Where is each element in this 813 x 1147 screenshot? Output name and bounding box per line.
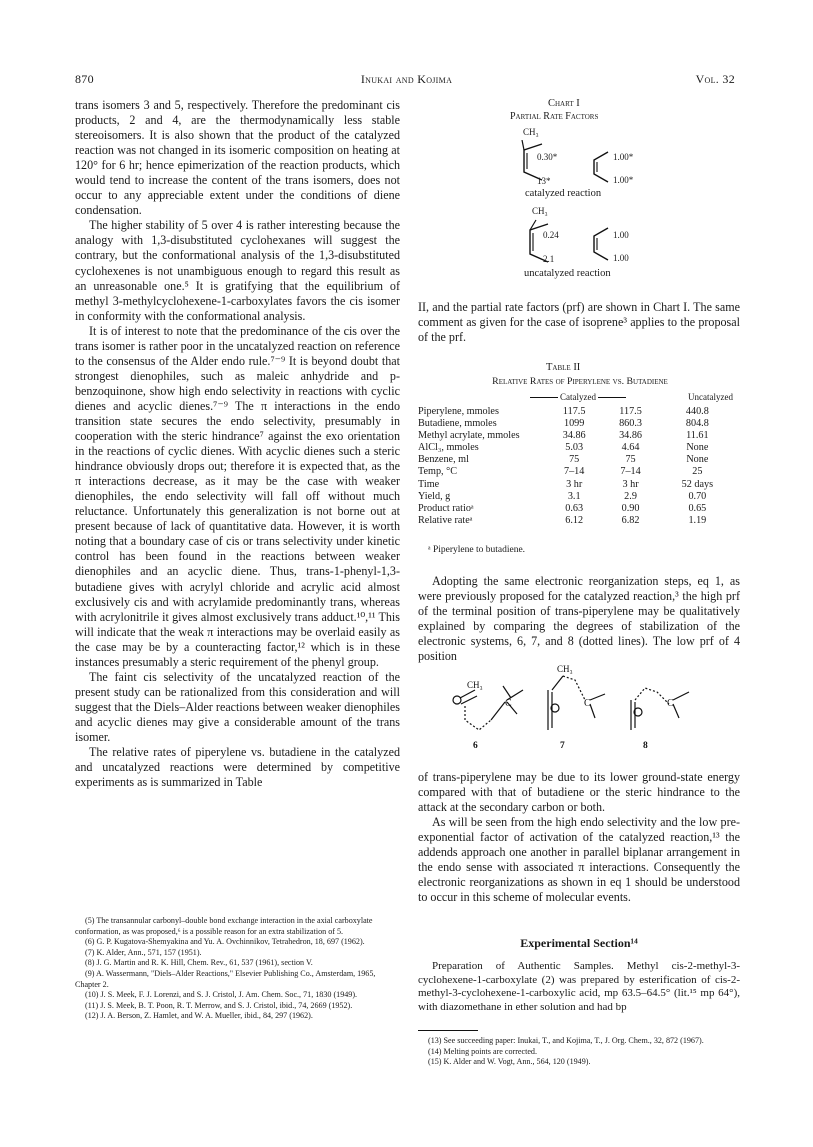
catalyzed-run-1: 5.03 — [565, 442, 584, 454]
ch3-label: CH₃ — [523, 127, 539, 137]
footnote: (7) K. Alder, Ann., 571, 157 (1951). — [85, 947, 202, 957]
row-label: Relative rateᵃ — [418, 514, 473, 526]
catalyzed-run-1: 3.1 — [567, 490, 581, 502]
uncatalyzed-header: Uncatalyzed — [688, 392, 733, 402]
footnote: (13) See succeeding paper: Inukai, T., and Kojima, T., J. Org. Chem., 32, 872 (1967). — [428, 1036, 704, 1045]
paragraph: The relative rates of piperylene vs. butadiene in the catalyzed and uncatalyzed reactions were determined by competitive experiments as is summarized in Table — [75, 745, 400, 790]
right-paragraph-4 — [418, 960, 740, 1014]
row-label: Temp, °C — [418, 466, 458, 478]
table-row — [418, 503, 736, 515]
rates-table — [418, 406, 736, 527]
catalyzed-run-2: 34.86 — [619, 430, 642, 442]
prf-value: 0.30* — [537, 152, 558, 162]
uncatalyzed-value: 440.8 — [685, 406, 709, 417]
catalyzed-run-2: 3 hr — [622, 478, 639, 490]
row-label: Time — [418, 478, 440, 490]
prf-value: 1.00 — [613, 253, 629, 263]
uncatalyzed-value: 11.61 — [686, 430, 709, 442]
ch3-label: CH₃ — [557, 664, 573, 674]
row-label: Butadiene, mmoles — [418, 418, 497, 430]
footnote: (6) G. P. Kugatova-Shemyakina and Yu. A. Ovchinnikov, Tetrahedron, 18, 697 (1962). — [85, 937, 365, 947]
table-footnote: ᵃ Piperylene to butadiene. — [428, 545, 526, 555]
catalyzed-run-1: 7–14 — [563, 466, 585, 478]
paragraph: It is of interest to note that the predominance of the cis over the trans isomer is rather poor in the uncatalyzed reaction on reference to the consensus of the Alder endo rule.⁷⁻⁹ It is beyond doubt that strongest dienophiles, such as maleic anhydride and p-benzoquinone, show high endo selectivity in reactions with cyclic dienes and acyclic dienes.⁷⁻⁹ The π interactions in the endo transition state secures the endo selectivity, presumably in cooperation with the steric hindrance⁷ against the exo orientation in the reactions of cyclic dienes. With acyclic dienes such a steric hindrance obviously drops out; therefore it is expected that, as the π interactions decrease, as it may be the case with weaker dienophiles, the endo selectivity will fall off without much reluctance. Unfortunately this generalization is not borne out at present because of lack of quantitative data. However, it is worth noting that a boundary case of cis or trans selectivity under kinetic control has been found in the reactions between weaker dienophiles and an acyclic diene. Thus, trans-1-phenyl-1,3-butadiene gives with acrylyl chloride and acrylic acid almost exclusively cis and with acrylamide predominantly trans, whereas with acrylonitrile it gives almost exclusively trans adduct.¹⁰,¹¹ This will indicate that the weak π interactions may be overlaid easily as the case may be by a counteracting factor,¹² which is in these instances presumably a steric requirement of the phenyl group. — [75, 323, 400, 669]
table-row — [418, 406, 736, 418]
running-head-authors: Inukai and Kojima — [360, 72, 453, 86]
structure-6-label: 6 — [473, 741, 478, 750]
catalyzed-group-header — [508, 392, 648, 402]
catalyzed-run-2: 2.9 — [624, 490, 637, 502]
paragraph: As will be seen from the high endo selectivity and the low pre-exponential factor of activation of the catalyzed reaction,¹³ the addends approach one another in parallel biplanar arrangement in the endo sense with associated π interactions. Consequently the electronic reorganizations as shown in eq 1 should be understood to occur in this scheme of molecular events. — [418, 815, 740, 905]
prf-value: 1.00 — [613, 230, 629, 240]
catalyzed-run-2: 4.64 — [621, 442, 640, 454]
catalyzed-run-2: 0.90 — [621, 502, 640, 514]
prf-value: 1.00* — [613, 152, 634, 162]
uncatalyzed-value: None — [686, 442, 709, 454]
catalyzed-run-1: 6.12 — [565, 514, 584, 526]
catalyzed-run-1: 34.86 — [562, 430, 586, 442]
prf-value: 13* — [537, 176, 551, 186]
left-footnotes — [75, 916, 400, 1022]
ch3-label: CH₃ — [467, 680, 483, 690]
right-paragraph-1 — [418, 300, 740, 345]
catalyzed-run-1: 0.63 — [565, 502, 584, 514]
page-number: 870 — [75, 72, 94, 86]
uncatalyzed-value: 0.65 — [688, 502, 707, 514]
table-row — [418, 418, 736, 430]
footnote: (5) The transannular carbonyl–double bond exchange interaction in the axial carboxylate conformation, as was proposed,⁶ is a possible reason for an extra stabilization of 5. — [75, 916, 373, 936]
row-label: AlCl₃, mmoles — [418, 442, 479, 454]
paragraph: Preparation of Authentic Samples. Methyl cis-2-methyl-3-cyclohexene-1-carboxylate (2) was prepared by esterification of cis-2-methyl-3-cyclohexene-1-carboxylic acid, mp 63.5–64.5° (lit.¹⁵ mp 64°), with diazomethane in ether solution and had bp — [418, 960, 740, 1013]
footnote: (15) K. Alder and W. Vogt, Ann., 564, 120 (1949). — [428, 1057, 591, 1067]
paragraph: II, and the partial rate factors (prf) are shown in Chart I. The same comment as given for the case of isoprene³ applies to the proposal of the prf. — [418, 300, 740, 345]
prf-value: 1.00* — [613, 175, 634, 185]
left-column — [75, 98, 400, 790]
paragraph: trans isomers 3 and 5, respectively. Therefore the predominant cis products, 2 and 4, are the thermodynamically less stable stereoisomers. It is also shown that the product of the catalyzed reaction was not changed in its isomeric composition on heating at 120° for 6 hr; hence epimerization of the reaction products, which would tend to increase the content of the trans isomers, does not occur to any appreciable extent under the conditions of diene condensation. — [75, 98, 400, 218]
row-label: Yield, g — [418, 490, 451, 502]
table-row — [418, 454, 736, 466]
catalyzed-run-1: 117.5 — [562, 406, 586, 417]
paragraph: The higher stability of 5 over 4 is rather interesting because the analogy with 1,3-disubstituted cyclohexanes will suggest the contrary, but the conformational analysis of the 1,3-disubstituted cyclohexenes is not unambiguous enough to regard this result as an unreasonable one.⁵ It is gratifying that the equilibrium of methyl 3-methylcyclohexene-1-carboxylates favors the cis isomer in conformity with the conformational analysis. — [75, 218, 400, 323]
footnote: (9) A. Wassermann, "Diels–Alder Reactions," Elsevier Publishing Co., Amsterdam, 1965, Chapter 2. — [75, 968, 376, 989]
uncatalyzed-value: 52 days — [681, 478, 714, 490]
right-paragraph-3 — [418, 770, 740, 905]
prf-value: 0.24 — [543, 230, 559, 240]
uncatalyzed-value: 804.8 — [685, 418, 709, 430]
table-row — [418, 466, 736, 478]
catalyzed-run-2: 117.5 — [619, 406, 642, 417]
paragraph: of trans-piperylene may be due to its lower ground-state energy compared with that of butadiene or the steric hindrance to the attack at the secondary carbon or both. — [418, 770, 740, 815]
chart-title: Chart I — [548, 98, 580, 109]
catalyzed-run-1: 1099 — [563, 418, 585, 430]
footnote-rule — [418, 1030, 478, 1031]
table-row — [418, 491, 736, 503]
row-label: Product ratioᵃ — [418, 502, 474, 514]
table-subtitle: Relative Rates of Piperylene vs. Butadiene — [492, 376, 668, 387]
right-footnotes — [418, 1036, 740, 1068]
structures-6-7-8 — [445, 660, 705, 750]
table-row — [418, 515, 736, 527]
footnote: (12) J. A. Berson, Z. Hamlet, and W. A. Mueller, ibid., 84, 297 (1962). — [85, 1011, 313, 1021]
table-title: Table II — [546, 362, 581, 373]
footnote: (14) Melting points are corrected. — [428, 1046, 538, 1056]
footnote: (11) J. S. Meek, B. T. Poon, R. T. Merrow, and S. J. Cristol, ibid., 74, 2669 (1952). — [85, 1000, 353, 1010]
catalyzed-run-2: 7–14 — [620, 466, 641, 478]
prf-value: 2.1 — [543, 254, 555, 264]
catalyzed-run-2: 860.3 — [619, 418, 642, 430]
right-paragraph-2 — [418, 574, 740, 664]
table-row — [418, 430, 736, 442]
catalyzed-run-2: 75 — [625, 454, 636, 466]
catalyzed-header: Catalyzed — [560, 392, 596, 402]
row-label: Piperylene, mmoles — [418, 406, 499, 417]
carbon-label: C — [505, 698, 512, 709]
running-head-volume: Vol. 32 — [695, 72, 735, 86]
uncatalyzed-value: 1.19 — [688, 514, 707, 526]
uncatalyzed-reaction-label: uncatalyzed reaction — [524, 268, 611, 279]
uncatalyzed-value: 25 — [692, 466, 703, 478]
catalyzed-reaction-label: catalyzed reaction — [525, 188, 602, 199]
footnote: (8) J. G. Martin and R. K. Hill, Chem. Rev., 61, 537 (1961), section V. — [85, 958, 313, 968]
rule — [598, 397, 626, 398]
carbon-label: C — [667, 698, 674, 709]
carbon-label: C — [584, 698, 591, 709]
catalyzed-run-2: 6.82 — [621, 514, 640, 526]
structure-7-label: 7 — [560, 741, 565, 750]
rule — [530, 397, 558, 398]
uncatalyzed-value: None — [686, 454, 709, 466]
catalyzed-run-1: 3 hr — [566, 478, 583, 490]
table-row — [418, 442, 736, 454]
table-row — [418, 479, 736, 491]
section-heading: Experimental Section¹⁴ — [520, 936, 638, 950]
ch3-label: CH₃ — [532, 206, 548, 216]
chart-subtitle: Partial Rate Factors — [510, 111, 599, 122]
uncatalyzed-value: 0.70 — [688, 490, 707, 502]
structure-8-label: 8 — [643, 741, 648, 750]
paragraph: The faint cis selectivity of the uncatalyzed reaction of the present study can be rationalized from this consideration and will suggest that the Diels–Alder reactions between weaker dienophiles and acyclic dienes may give a considerable amount of the trans isomer. — [75, 669, 400, 744]
footnote: (10) J. S. Meek, F. J. Lorenzi, and S. J. Cristol, J. Am. Chem. Soc., 71, 1830 (1949). — [85, 990, 358, 1000]
catalyzed-run-1: 75 — [569, 454, 580, 466]
row-label: Methyl acrylate, mmoles — [418, 430, 520, 442]
paragraph: Adopting the same electronic reorganization steps, eq 1, as were previously proposed for the catalyzed reaction,³ the high prf of the terminal position of trans-piperylene may be qualitatively explained by comparing the degrees of stabilization of the electronic systems, 6, 7, and 8 (dotted lines). The low prf of 4 position — [418, 574, 740, 664]
row-label: Benzene, ml — [418, 454, 469, 466]
